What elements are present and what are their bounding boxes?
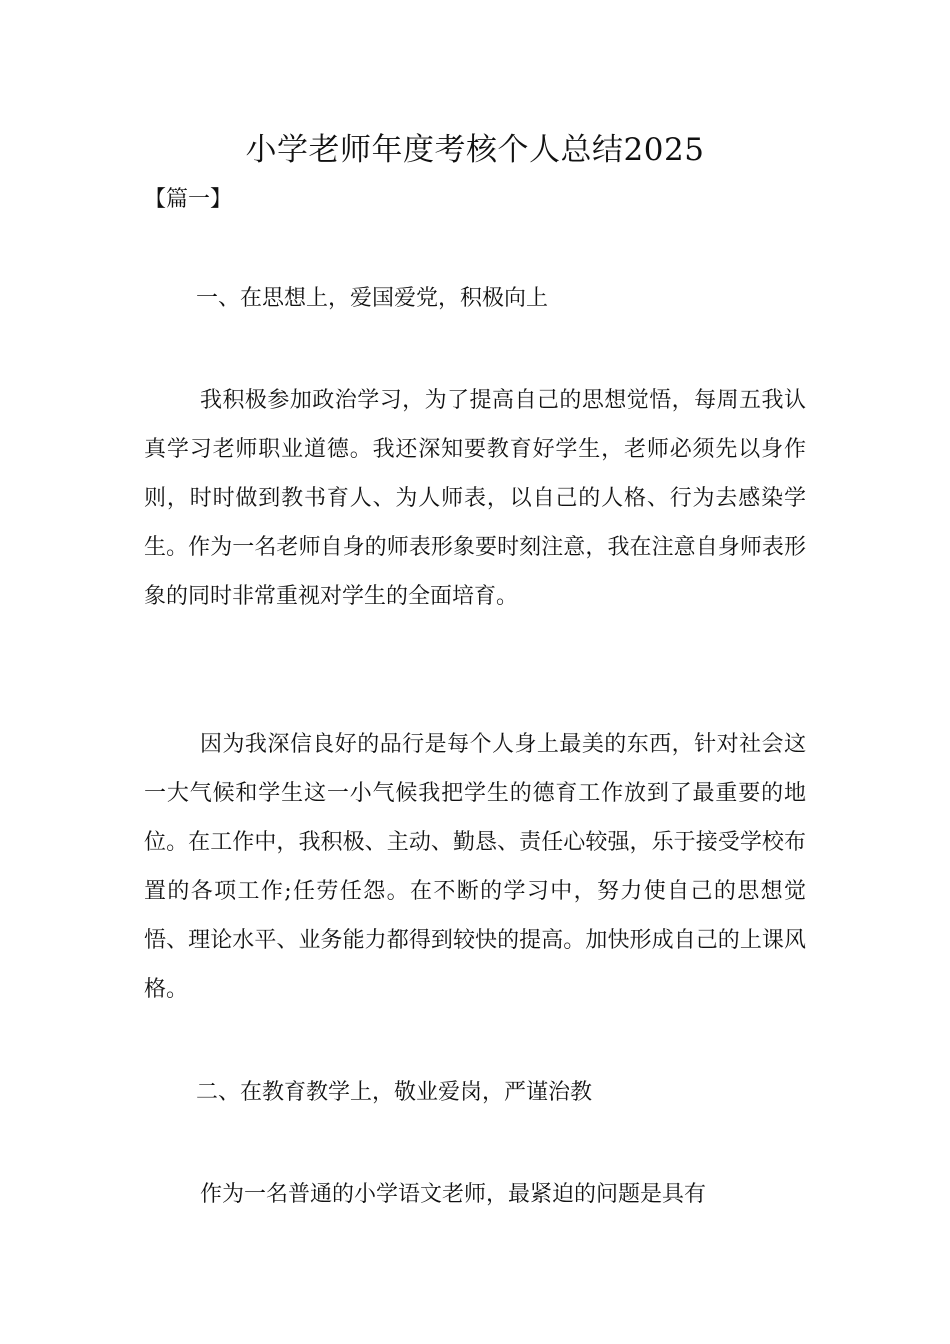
- paragraph-2: 因为我深信良好的品行是每个人身上最美的东西，针对社会这一大气候和学生这一小气候我把学生的德育工作放到了最重要的地位。在工作中，我积极、主动、勤恳、责任心较强，乐于接受学校布置的各项工作;任劳任怨。在不断的学习中，努力使自己的思想觉悟、理论水平、业务能力都得到较快的提高。加快形成自己的上课风格。: [144, 732, 806, 1002]
- paragraph-3: 作为一名普通的小学语文老师，最紧迫的问题是具有: [200, 1182, 707, 1207]
- section-tag: 【篇一】: [144, 187, 233, 212]
- section-heading-1: 一、在思想上，爱国爱党，积极向上: [196, 286, 549, 311]
- document-title: 小学老师年度考核个人总结2025: [245, 132, 705, 168]
- section-heading-2: 二、在教育教学上，敬业爱岗，严谨治教: [196, 1080, 593, 1105]
- paragraph-1: 我积极参加政治学习，为了提高自己的思想觉悟，每周五我认真学习老师职业道德。我还深知要教育好学生，老师必须先以身作则，时时做到教书育人、为人师表，以自己的人格、行为去感染学生。作为一名老师自身的师表形象要时刻注意，我在注意自身师表形象的同时非常重视对学生的全面培育。: [144, 388, 806, 609]
